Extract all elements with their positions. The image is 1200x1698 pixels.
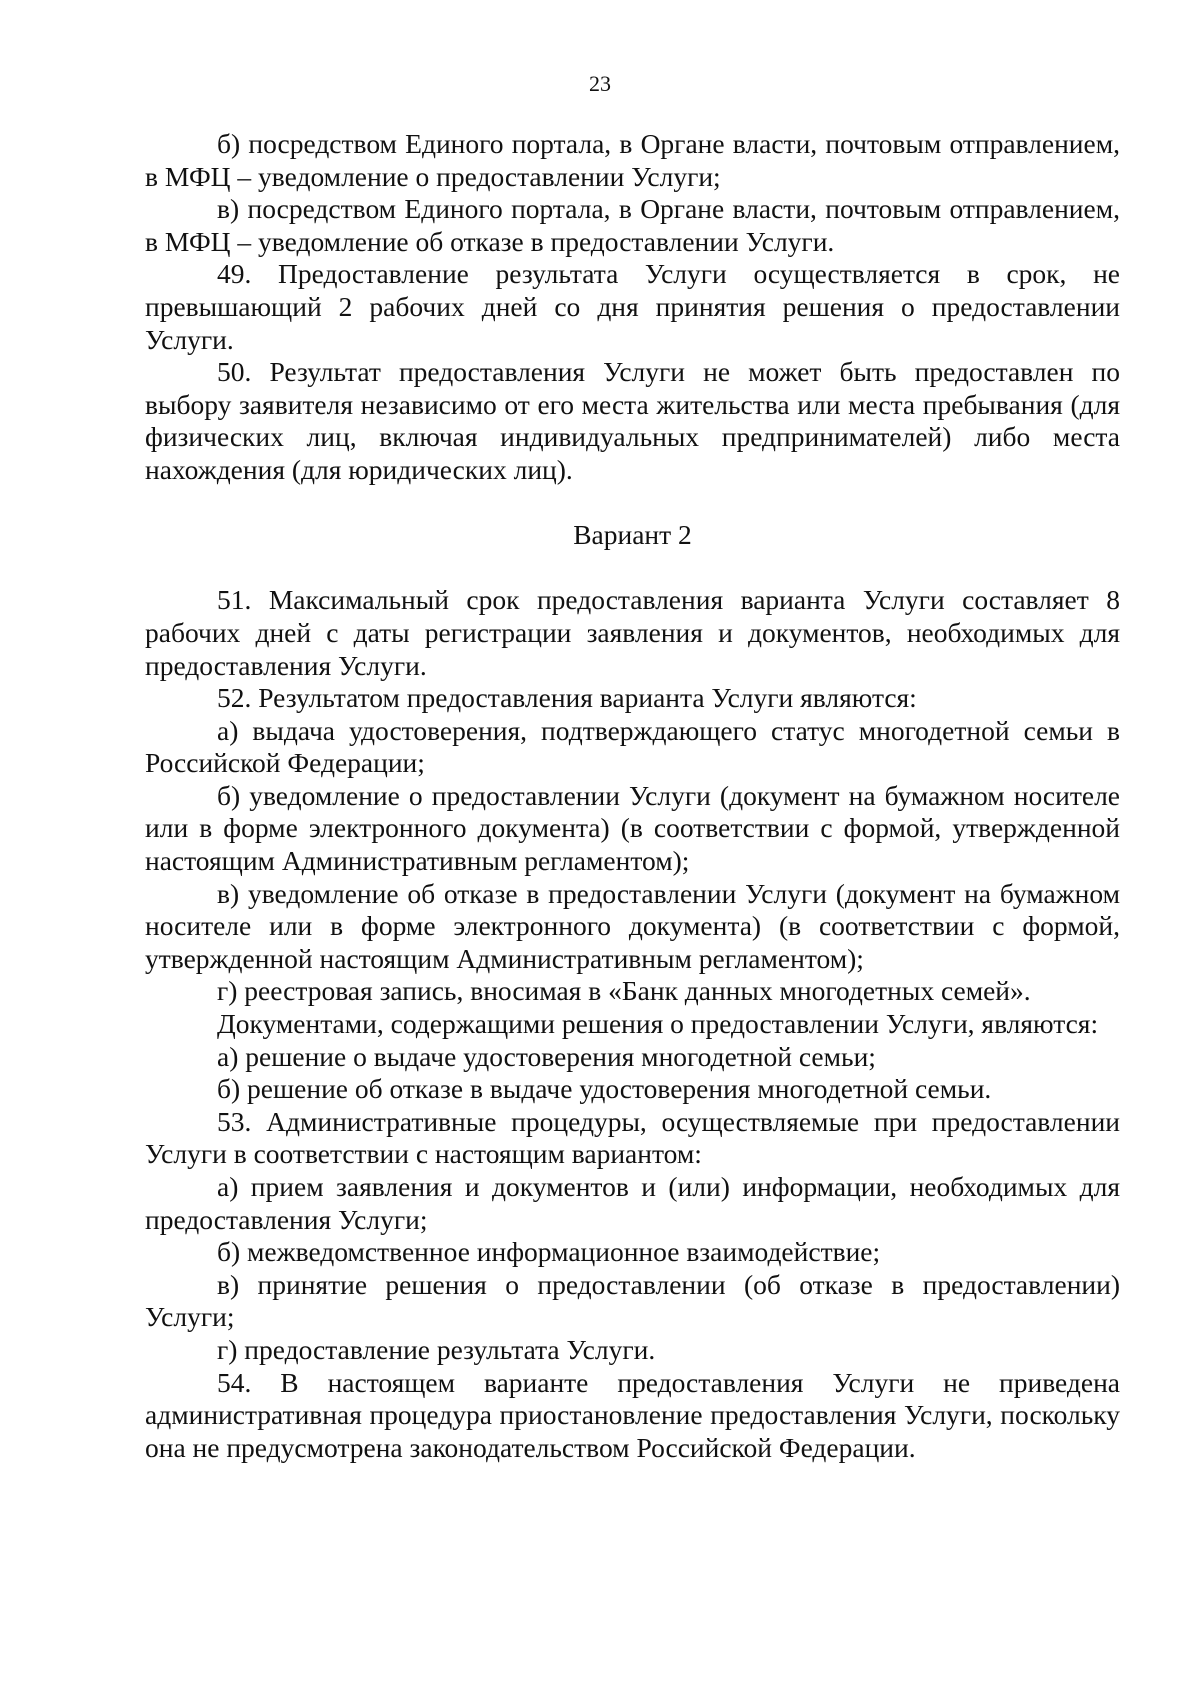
paragraph-v-refusal-notification: в) посредством Единого портала, в Органе власти, почтовым отправлением, в МФЦ – уведомление об отказе в предоставлении Услуги. <box>145 193 1120 257</box>
section-heading-variant-2: Вариант 2 <box>573 519 692 551</box>
paragraph-51: 51. Максимальный срок предоставления варианта Услуги составляет 8 рабочих дней с даты регистрации заявления и документов, необходимых для предоставления Услуги. <box>145 584 1120 681</box>
paragraph-decision-b: б) решение об отказе в выдаче удостоверения многодетной семьи. <box>217 1073 992 1105</box>
paragraph-53-v: в) принятие решения о предоставлении (об отказе в предоставлении) Услуги; <box>145 1268 1120 1333</box>
paragraph-49: 49. Предоставление результата Услуги осуществляется в срок, не превышающий 2 рабочих дней со дня принятия решения о предоставлении Услуги. <box>145 258 1120 355</box>
page-number: 23 <box>589 71 611 96</box>
paragraph-52-g: г) реестровая запись, вносимая в «Банк данных многодетных семей». <box>217 975 1031 1007</box>
paragraph-53-b: б) межведомственное информационное взаимодействие; <box>217 1236 881 1268</box>
paragraph-53: 53. Административные процедуры, осуществляемые при предоставлении Услуги в соответствии с настоящим вариантом: <box>145 1105 1120 1170</box>
paragraph-decision-a: а) решение о выдаче удостоверения многодетной семьи; <box>217 1040 876 1072</box>
spacer <box>145 487 1120 520</box>
paragraph-52: 52. Результатом предоставления варианта Услуги являются: <box>217 682 917 714</box>
paragraph-53-g: г) предоставление результата Услуги. <box>217 1333 656 1365</box>
paragraph-52-v: в) уведомление об отказе в предоставлении Услуги (документ на бумажном носителе или в форме электронного документа) (в соответствии с формой, утвержденной настоящим Административным регламентом); <box>145 877 1120 974</box>
paragraph-50: 50. Результат предоставления Услуги не может быть предоставлен по выбору заявителя независимо от его места жительства или места пребывания (для физических лиц, включая индивидуальных предпринимателей) либо места нахождения (для юридических лиц). <box>145 356 1120 485</box>
document-body <box>145 128 1120 1464</box>
paragraph-decision-documents: Документами, содержащими решения о предоставлении Услуги, являются: <box>217 1008 1099 1040</box>
paragraph-52-b: б) уведомление о предоставлении Услуги (документ на бумажном носителе или в форме электронного документа) (в соответствии с формой, утвержденной настоящим Административным регламентом); <box>145 779 1120 877</box>
spacer <box>145 552 1120 585</box>
paragraph-b-notification: б) посредством Единого портала, в Органе власти, почтовым отправлением, в МФЦ – уведомление о предоставлении Услуги; <box>145 128 1120 192</box>
paragraph-52-a: а) выдача удостоверения, подтверждающего статус многодетной семьи в Российской Федерации; <box>145 714 1120 779</box>
paragraph-53-a: а) прием заявления и документов и (или) информации, необходимых для предоставления Услуги; <box>145 1171 1120 1235</box>
paragraph-54: 54. В настоящем варианте предоставления Услуги не приведена административная процедура приостановление предоставления Услуги, поскольку она не предусмотрена законодательством Российской Федерации. <box>145 1366 1120 1463</box>
